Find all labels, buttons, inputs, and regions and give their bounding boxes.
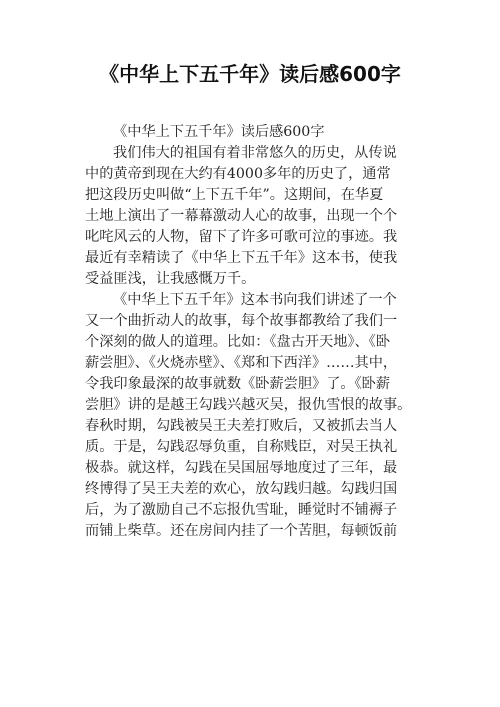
text-line: 《中华上下五千年》这本书向我们讲述了一个 (113, 292, 397, 308)
text-line: 中的黄帝到现在大约有4000多年的历史了，通常 (85, 166, 391, 182)
text-line: 极恭。就这样，勾践在吴国屈辱地度过了三年，最 (85, 460, 398, 476)
text-line: 个深刻的做人的道理。比如：《盘古开天地》、《卧 (85, 334, 391, 350)
text-line: 最近有幸精读了《中华上下五千年》这本书，使我 (85, 250, 398, 266)
text-line: 把这段历史叫做“上下五千年”。这期间，在华夏 (85, 187, 384, 203)
text-line: 薪尝胆》、《火烧赤壁》、《郑和下西洋》……其中， (85, 355, 398, 371)
text-line: 质。于是，勾践忍辱负重，自称贱臣，对吴王执礼 (85, 439, 398, 455)
document-title: 《中华上下五千年》读后感600字 (99, 62, 401, 86)
text-line: 又一个曲折动人的故事，每个故事都教给了我们一 (85, 313, 398, 329)
text-line: 而铺上柴草。还在房间内挂了一个苦胆，每顿饭前 (85, 523, 398, 539)
text-line: 春秋时期，勾践被吴王夫差打败后，又被抓去当人 (85, 418, 398, 434)
text-line: 受益匪浅，让我感慨万千。 (85, 271, 256, 287)
document-body (85, 122, 417, 542)
text-line: 叱咤风云的人物，留下了许多可歌可泣的事迹。我 (85, 229, 398, 245)
text-line: 土地上演出了一幕幕激动人心的故事，出现一个个 (85, 208, 398, 224)
text-line: 终博得了吴王夫差的欢心，放勾践归越。勾践归国 (85, 481, 398, 497)
text-line: 《中华上下五千年》读后感600字 (113, 124, 325, 140)
text-line: 后，为了激励自己不忘报仇雪耻，睡觉时不铺褥子 (85, 502, 398, 518)
text-line: 我们伟大的祖国有着非常悠久的历史，从传说 (113, 145, 397, 161)
text-line: 尝胆》讲的是越王勾践兴越灭吴，报仇雪恨的故事。 (85, 397, 412, 413)
text-line: 令我印象最深的故事就数《卧薪尝胆》了。《卧薪 (85, 376, 391, 392)
